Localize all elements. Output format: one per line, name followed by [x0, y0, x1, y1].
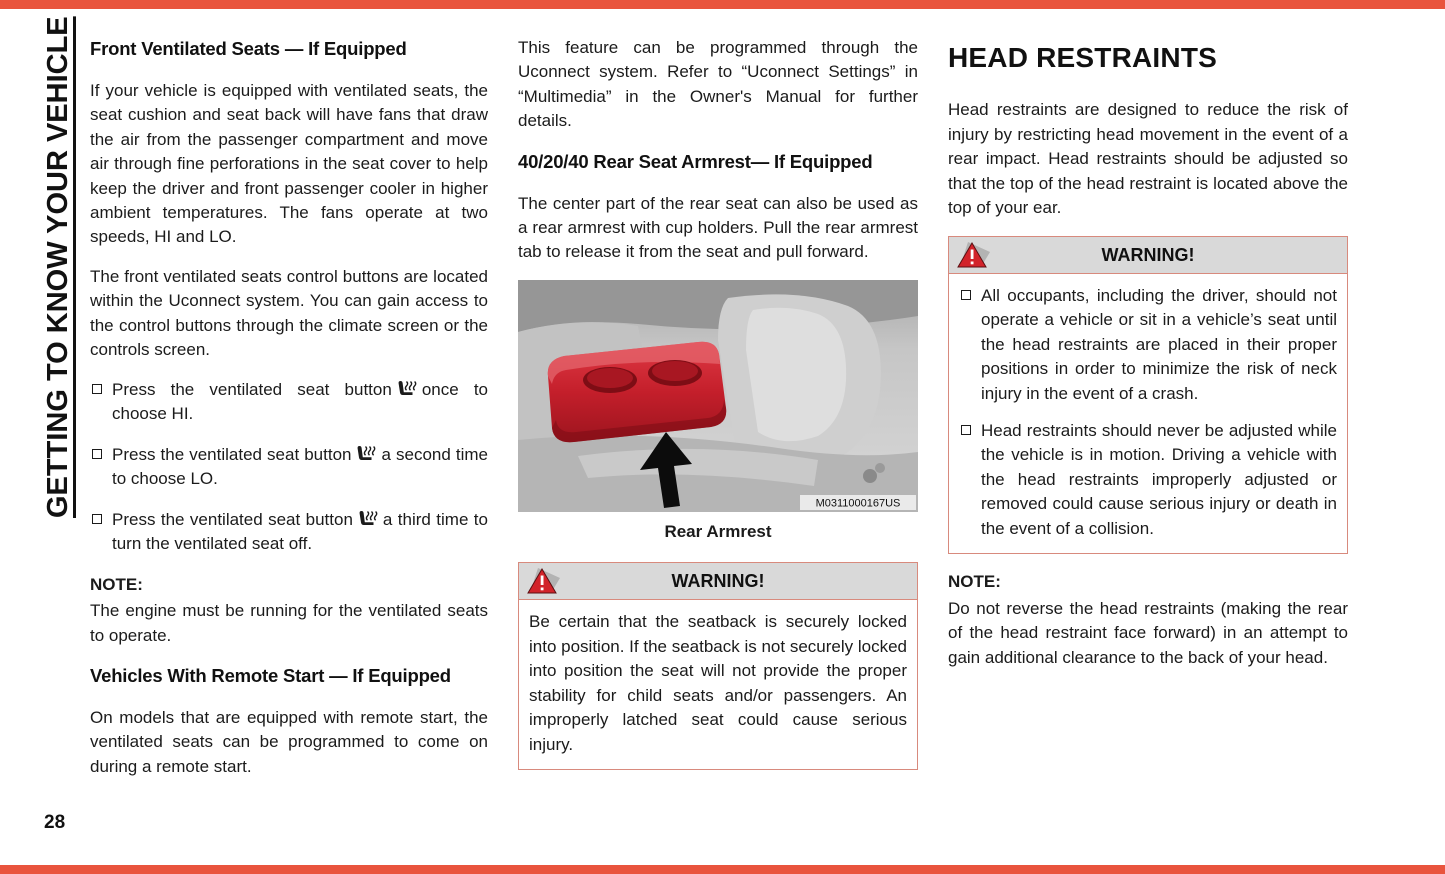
rear-armrest-photo	[518, 280, 918, 512]
bullet-text-pre: Press the ventilated seat button	[112, 379, 392, 399]
ventilated-seat-icon	[358, 510, 378, 528]
warning-box-seatback	[518, 562, 918, 770]
warning-text: Be certain that the seatback is securely locked into position. If the seatback is not securely locked into position the seat will not provide the proper stability for child seats and/or passengers. An improperly latched seat could cause serious injury.	[529, 612, 907, 754]
bullet-text-pre: Press the ventilated seat button	[112, 509, 353, 529]
bullet-text-post: a third time to turn the ventilated seat off.	[112, 509, 488, 554]
image-code: M0311000167US	[815, 497, 901, 510]
note-label: NOTE:	[90, 574, 143, 594]
square-bullet-marker	[92, 449, 102, 459]
list-item	[90, 378, 488, 427]
red-armrest-shape	[548, 342, 726, 442]
section-heading-ventilated-seats: Front Ventilated Seats — If Equipped	[90, 38, 407, 59]
square-bullet-marker	[961, 425, 971, 435]
paragraph: This feature can be programmed through the Uconnect system. Refer to “Uconnect Settings” in “Multimedia” in the Owner's Manual for further details.	[518, 38, 918, 131]
bullet-text-post: once to choose HI.	[112, 379, 488, 424]
bullet-text-pre: Press the ventilated seat button	[112, 444, 352, 464]
paragraph: Head restraints are designed to reduce the risk of injury by restricting head movement in the event of a rear impact. Head restraints should be adjusted so that the top of the head restraint is located above the top of your ear.	[948, 100, 1348, 218]
warning-box-head-restraints	[948, 236, 1348, 555]
paragraph: On models that are equipped with remote start, the ventilated seats can be programmed to come on during a remote start.	[90, 707, 488, 776]
warning-title: WARNING!	[1101, 244, 1195, 265]
rear-armrest-illustration	[518, 280, 918, 512]
ventilated-seat-icon	[397, 380, 417, 398]
paragraph: The front ventilated seats control buttons are located within the Uconnect system. You can gain access to the control buttons through the climate screen or the controls screen.	[90, 266, 488, 360]
section-heading-remote-start: Vehicles With Remote Start — If Equipped	[90, 665, 451, 686]
ventilated-seat-icon	[356, 445, 376, 463]
chapter-title-vertical: GETTING TO KNOW YOUR VEHICLE	[42, 16, 74, 518]
square-bullet-marker	[961, 290, 971, 300]
top-accent-bar	[0, 0, 1445, 9]
note-text: Do not reverse the head restraints (making the rear of the head restraint face forward) in an attempt to gain additional clearance to the back of your head.	[948, 598, 1348, 667]
warning-body	[519, 600, 917, 769]
paragraph: The center part of the rear seat can also be used as a rear armrest with cup holders. Pull the rear armrest tab to release it from the seat and pull forward.	[518, 193, 918, 262]
chapter-sidebar	[40, 16, 80, 518]
square-bullet-marker	[92, 384, 102, 394]
paragraph: If your vehicle is equipped with ventilated seats, the seat cushion and seat back will have fans that draw the air from the passenger compartment and move air through fine perforations in the seat cover to help keep the driver and front passenger cooler in higher ambient temperatures. The fans operate at two speeds, HI and LO.	[90, 80, 488, 247]
list-item	[959, 419, 1337, 541]
bottom-accent-bar	[0, 865, 1445, 874]
note-label: NOTE:	[948, 572, 1001, 592]
warning-header	[949, 237, 1347, 274]
column-2	[518, 36, 918, 786]
warning-body	[949, 274, 1347, 554]
column-3	[948, 36, 1348, 685]
page-number: 28	[44, 812, 66, 833]
warning-triangle-icon	[956, 240, 992, 270]
list-item	[959, 284, 1337, 406]
note-text: The engine must be running for the ventilated seats to operate.	[90, 601, 488, 645]
warning-triangle-icon	[526, 566, 562, 596]
warning-title: WARNING!	[671, 571, 765, 592]
image-caption: Rear Armrest	[664, 521, 772, 541]
column-1	[90, 36, 488, 794]
chapter-heading-head-restraints: HEAD RESTRAINTS	[948, 42, 1218, 73]
warning-bullet-text: All occupants, including the driver, should not operate a vehicle or sit in a vehicle’s seat until the head restraints are placed in their proper positions in order to minimize the risk of neck injury in the event of a crash.	[981, 285, 1337, 403]
list-item	[90, 508, 488, 557]
list-item	[90, 443, 488, 492]
warning-header	[519, 563, 917, 600]
warning-bullet-text: Head restraints should never be adjusted while the vehicle is in motion. Driving a vehicle with the head restraints improperly adjusted or removed could cause serious injury or death in the event of a collision.	[981, 421, 1337, 538]
bullet-text-post: a second time to choose LO.	[112, 444, 488, 489]
square-bullet-marker	[92, 514, 102, 524]
section-heading-rear-armrest: 40/20/40 Rear Seat Armrest— If Equipped	[518, 150, 873, 172]
